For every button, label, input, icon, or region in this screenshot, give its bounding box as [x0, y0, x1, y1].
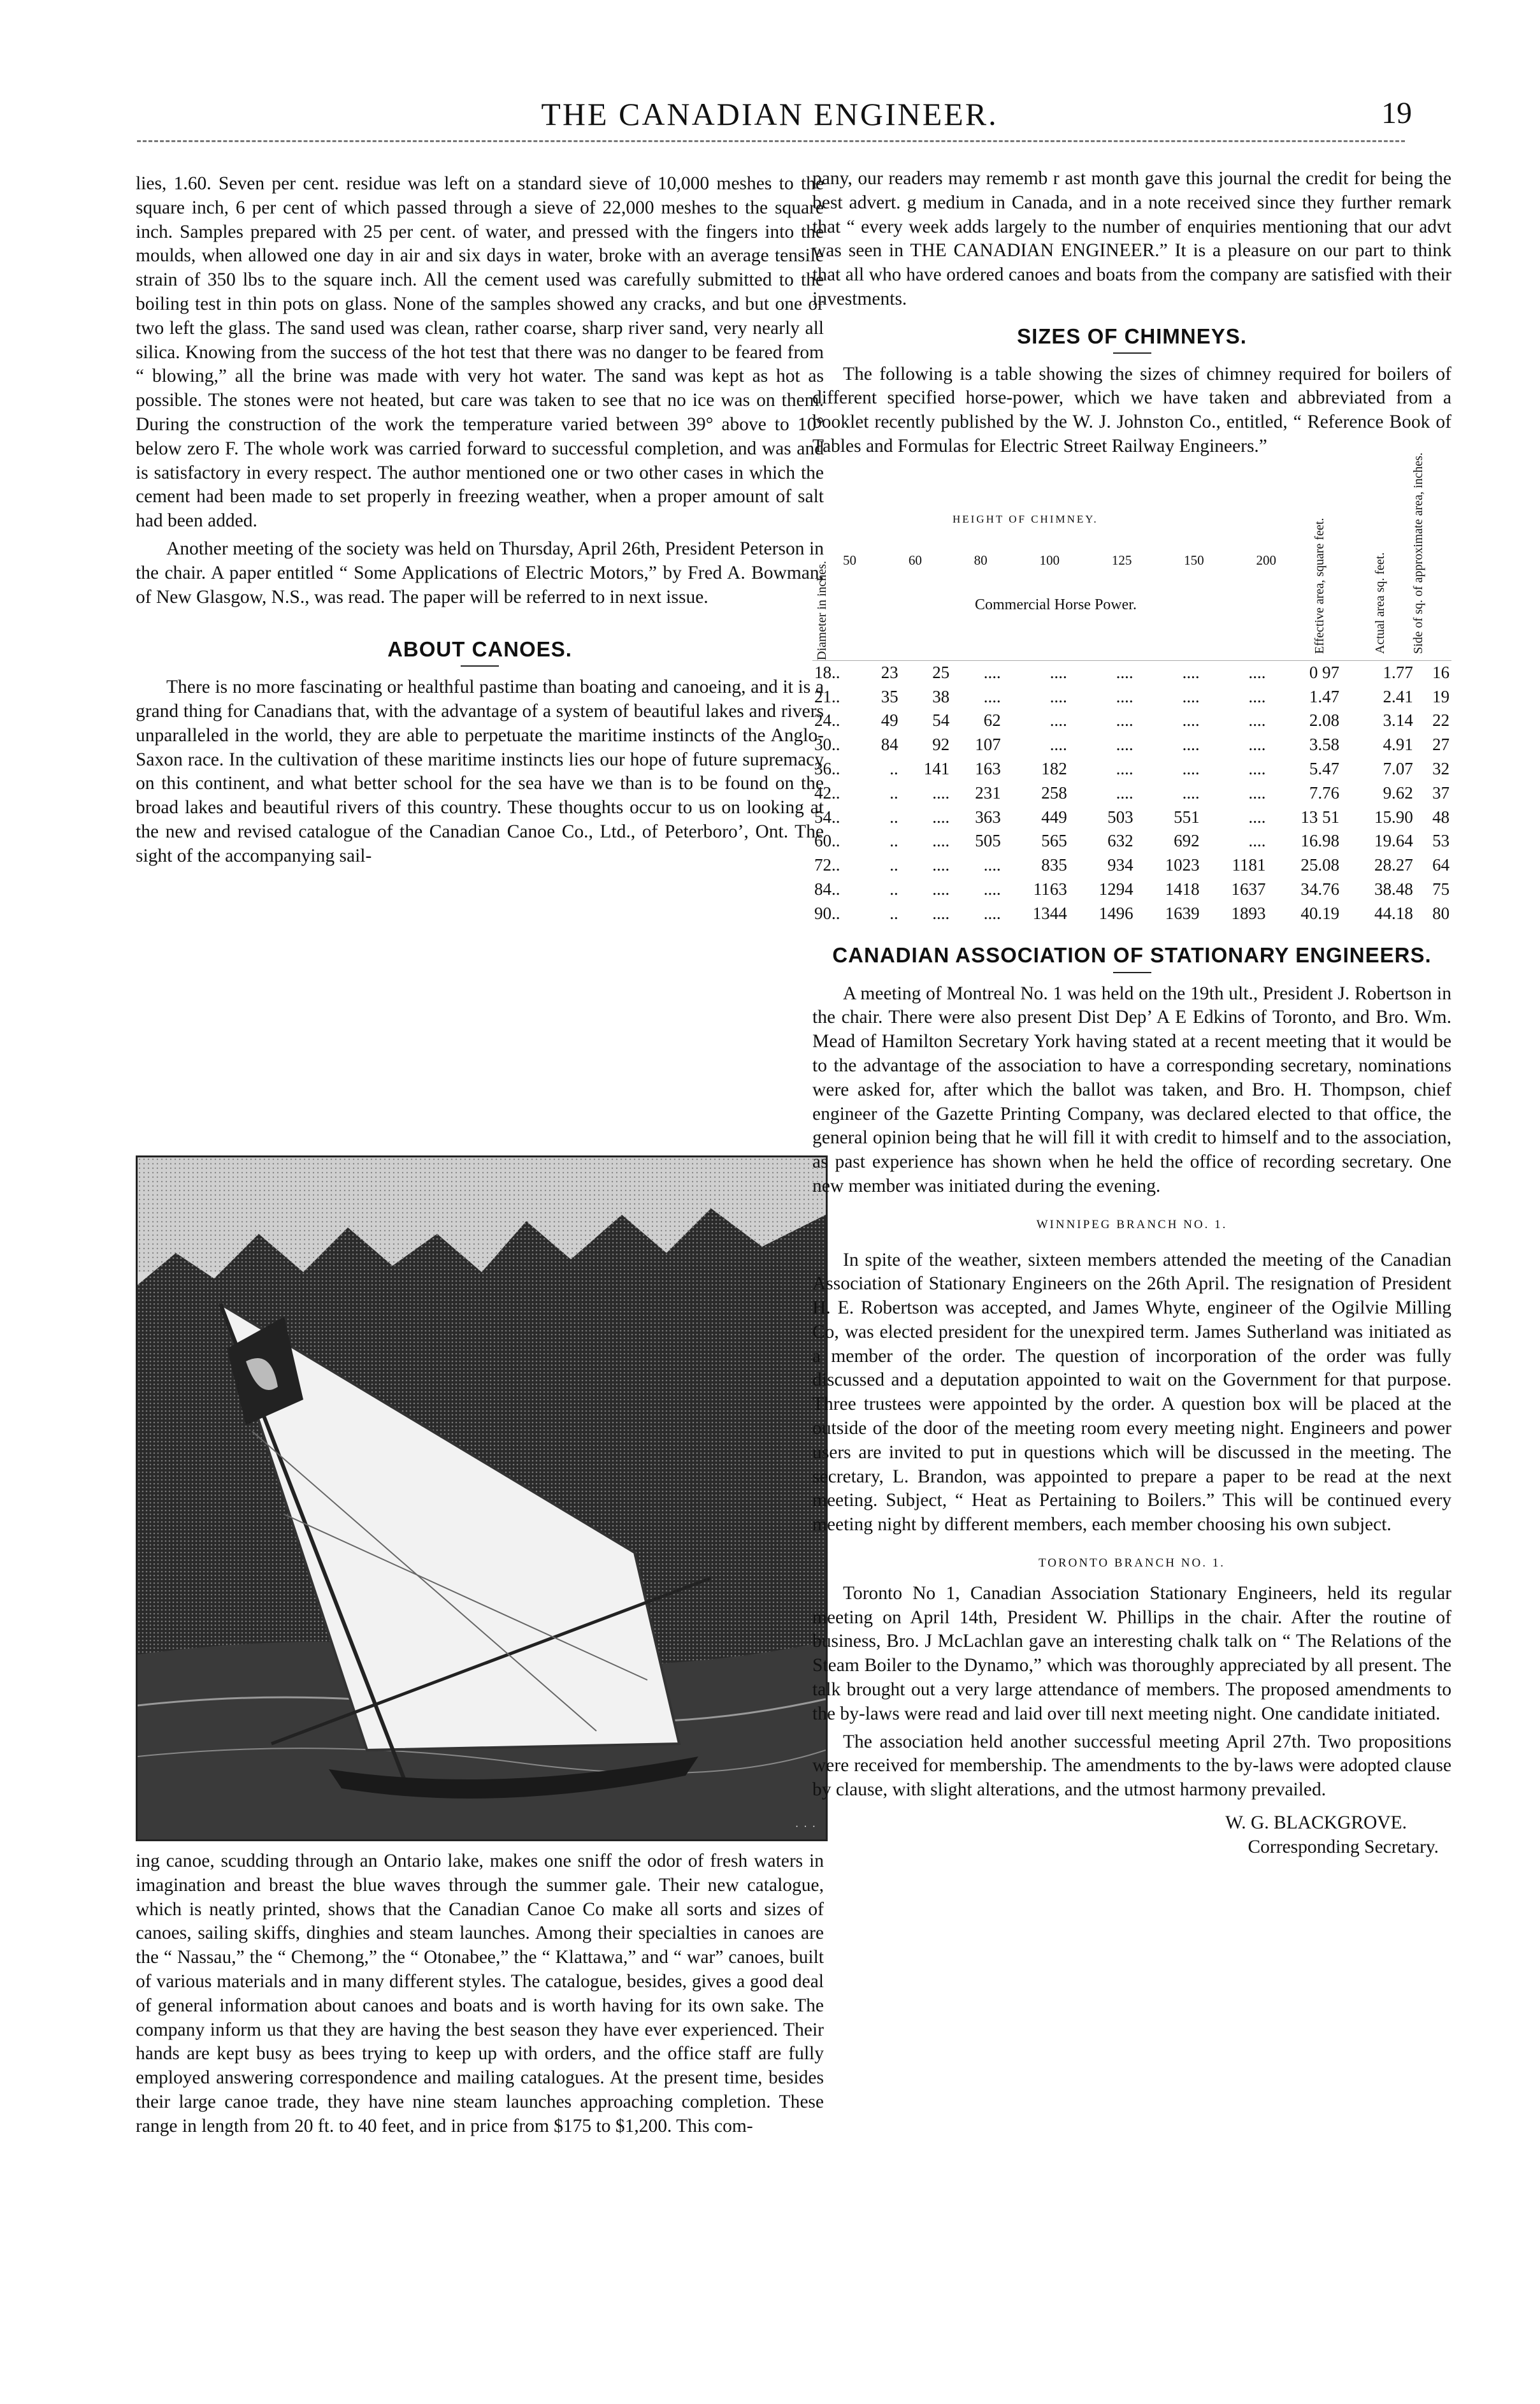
table-cell: ..: [889, 879, 898, 899]
table-cell: 5.47: [1309, 758, 1340, 778]
table-cell: ....: [1248, 807, 1266, 827]
table-cell: ....: [1248, 686, 1266, 706]
diameter-header: Diameter in inches.: [815, 560, 829, 660]
heading-rule: [461, 665, 499, 667]
table-cell: ....: [1116, 758, 1133, 778]
height-value: 50: [843, 552, 856, 568]
table-row: [812, 733, 1451, 757]
table-cell: ....: [932, 903, 950, 923]
table-cell: 692: [1174, 831, 1200, 851]
table-row: [812, 661, 1451, 685]
canoes-heading: ABOUT CANOES.: [387, 637, 572, 662]
table-cell: 7.07: [1383, 758, 1413, 778]
toronto-paragraph: Toronto No 1, Canadian Association Stationary Engineers, held its regular meeting on April 14th, President W. Phillips in the chair. After the routine of business, Bro. J McLachlan gave an interesting chalk talk on “ The Relations of the Steam Boiler to the Dynamo,” which was thoroughly appreciated by all present. The talk brought out a very large attendance of members. The proposed amendments to the by-laws were read and laid over till next meeting night. One candidate initiated.: [812, 1582, 1451, 1724]
table-cell: 72..: [814, 855, 840, 875]
table-cell: 80: [1432, 903, 1450, 923]
table-cell: ....: [932, 879, 950, 899]
toronto-heading: TORONTO BRANCH NO. 1.: [1039, 1556, 1225, 1570]
height-value: 125: [1111, 552, 1132, 568]
height-value: 60: [908, 552, 922, 568]
table-cell: 107: [975, 735, 1001, 755]
table-row: [812, 806, 1451, 830]
table-cell: 1023: [1165, 855, 1200, 875]
table-cell: 1893: [1231, 903, 1266, 923]
table-cell: 40.19: [1300, 903, 1340, 923]
table-cell: ....: [1248, 831, 1266, 851]
table-cell: 38.48: [1374, 879, 1413, 899]
table-cell: 54: [932, 711, 950, 730]
table-cell: ....: [983, 662, 1001, 682]
winnipeg-heading: WINNIPEG BRANCH NO. 1.: [1036, 1217, 1228, 1231]
table-cell: ..: [889, 855, 898, 875]
table-cell: ....: [1116, 783, 1133, 802]
table-cell: ....: [932, 855, 950, 875]
table-cell: 1639: [1165, 903, 1200, 923]
table-cell: 19.64: [1374, 831, 1413, 851]
table-cell: 3.14: [1383, 711, 1413, 730]
table-cell: 34.76: [1300, 879, 1340, 899]
table-cell: 565: [1041, 831, 1067, 851]
table-cell: 42..: [814, 783, 840, 802]
table-cell: 1344: [1032, 903, 1067, 923]
table-cell: 4.91: [1383, 735, 1413, 755]
table-cell: ....: [1116, 735, 1133, 755]
table-cell: ..: [889, 758, 898, 778]
table-cell: ....: [1182, 662, 1200, 682]
table-row: [812, 781, 1451, 806]
height-header: HEIGHT OF CHIMNEY.: [953, 512, 1098, 525]
journal-title: THE CANADIAN ENGINEER.: [541, 96, 998, 132]
sailing-canoe-illustration: [138, 1157, 826, 1839]
height-value: 150: [1184, 552, 1204, 568]
table-cell: ....: [1182, 711, 1200, 730]
table-cell: ....: [983, 686, 1001, 706]
table-cell: ....: [1248, 662, 1266, 682]
table-cell: 25.08: [1300, 855, 1340, 875]
table-cell: 551: [1174, 807, 1200, 827]
table-cell: 27: [1432, 735, 1450, 755]
table-cell: 934: [1107, 855, 1133, 875]
table-row: [812, 709, 1451, 733]
table-cell: ....: [1248, 783, 1266, 802]
table-cell: 1418: [1165, 879, 1200, 899]
chimneys-heading: SIZES OF CHIMNEYS.: [1017, 324, 1247, 348]
table-cell: ....: [1049, 711, 1067, 730]
table-cell: 182: [1041, 758, 1067, 778]
table-cell: ....: [1182, 758, 1200, 778]
page-number: 19: [1381, 96, 1412, 130]
table-cell: 32: [1432, 758, 1450, 778]
table-cell: ....: [1248, 758, 1266, 778]
right-column: [812, 167, 1451, 1860]
table-cell: 44.18: [1374, 903, 1413, 923]
table-cell: 2.41: [1383, 686, 1413, 706]
left-column-bottom: [136, 1850, 824, 2139]
table-cell: ....: [1182, 686, 1200, 706]
table-cell: 9.62: [1383, 783, 1413, 802]
table-cell: 64: [1432, 855, 1450, 875]
table-cell: 835: [1041, 855, 1067, 875]
table-row: [812, 853, 1451, 878]
montreal-paragraph: A meeting of Montreal No. 1 was held on the 19th ult., President J. Robertson in the chair. There were also present Dist Dep’ A E Edkins of Toronto, and Bro. Wm. Mead of Hamilton Secretary York having stated at a recent meeting that it would be to the advantage of the association to have a corresponding secretary, nominations were asked for, after which the ballot was taken, and Bro. H. Thompson, chief engineer of the Gazette Printing Company, was declared elected to that office, the general opinion being that he will fill it with credit to himself and to the association, as past experience has shown when he held the office of recording secretary. One new member was initiated during the evening.: [812, 983, 1451, 1196]
table-cell: 0 97: [1309, 662, 1340, 682]
table-cell: 1163: [1033, 879, 1067, 899]
table-cell: 1.77: [1383, 662, 1413, 682]
table-cell: ....: [1049, 735, 1067, 755]
table-cell: 37: [1432, 783, 1450, 802]
height-values: [843, 549, 1276, 573]
table-cell: 632: [1107, 831, 1133, 851]
effective-area-header: Effective area, square feet.: [1313, 518, 1327, 654]
table-cell: ....: [1116, 662, 1133, 682]
table-cell: 49: [881, 711, 898, 730]
table-cell: 1181: [1232, 855, 1266, 875]
table-row: [812, 902, 1451, 926]
table-row: [812, 757, 1451, 781]
table-cell: 449: [1041, 807, 1067, 827]
canoes-paragraph: There is no more fascinating or healthful pastime than boating and canoeing, and it is a grand thing for Canadians that, with the advantage of a system of beautiful lakes and rivers unparalleled in the world, they are able to perpetuate the maritime instincts of the Anglo-Saxon race. In the cultivation of these maritime instincts lies our hope of future supremacy on this continent, and what better school for the sea have we than is to be found on the broad lakes and beautiful rivers of this country. These thoughts occur to us on looking at the new and revised catalogue of the Canadian Canoe Co., Ltd., of Peterboro’, Ont. The sight of the accompanying sail-: [136, 677, 824, 866]
table-cell: 163: [975, 758, 1001, 778]
table-cell: ....: [1248, 711, 1266, 730]
table-cell: 53: [1432, 831, 1450, 851]
table-cell: ....: [1049, 662, 1067, 682]
table-cell: 24..: [814, 711, 840, 730]
table-cell: 48: [1432, 807, 1450, 827]
association-heading: CANADIAN ASSOCIATION OF STATIONARY ENGINEERS.: [832, 943, 1432, 967]
table-cell: 141: [923, 758, 950, 778]
table-cell: 1496: [1098, 903, 1133, 923]
table-cell: ..: [889, 783, 898, 802]
table-cell: 84: [881, 735, 898, 755]
table-cell: 75: [1432, 879, 1450, 899]
table-cell: 18..: [814, 662, 840, 682]
table-cell: 28.27: [1374, 855, 1413, 875]
table-cell: 62: [983, 711, 1001, 730]
table-cell: 54..: [814, 807, 840, 827]
side-square-header: Side of sq. of approximate area, inches.: [1411, 452, 1425, 654]
table-cell: ....: [932, 831, 950, 851]
table-cell: 23: [881, 662, 898, 682]
table-row: [812, 685, 1451, 709]
table-cell: 2.08: [1309, 711, 1340, 730]
table-cell: 90..: [814, 903, 840, 923]
table-cell: 92: [932, 735, 950, 755]
table-cell: ..: [889, 831, 898, 851]
winnipeg-paragraph: In spite of the weather, sixteen members attended the meeting of the Canadian Association of Stationary Engineers on the 26th April. The resignation of President H. E. Robertson was accepted, and James Whyte, engineer of the Ogilvie Milling Co, was elected president for the unexpired term. James Sutherland was initiated as a member of the order. The question of incorporation of the order was fully discussed and a deputation appointed to wait on the Government for that purpose. Three trustees were appointed by the order. A question box will be placed at the outside of the door of the meeting room every meeting night. Engineers and power users are invited to put in questions which will be discussed in the meeting. The secretary, L. Brandon, was appointed to prepare a paper to be read at the next meeting. Subject, “ Heat as Pertaining to Boilers.” This will be continued every meeting night by different members, each member choosing his own subject.: [812, 1249, 1451, 1535]
left-column-top: [136, 172, 824, 869]
table-cell: ....: [932, 783, 950, 802]
sailing-canoe-photo: [136, 1155, 828, 1841]
table-cell: 503: [1107, 807, 1133, 827]
table-cell: 36..: [814, 758, 840, 778]
table-cell: 7.76: [1309, 783, 1340, 802]
table-cell: ..: [889, 903, 898, 923]
table-cell: ....: [1248, 735, 1266, 755]
chimney-table-header: [812, 452, 1451, 661]
table-cell: 505: [975, 831, 1001, 851]
table-cell: 22: [1432, 711, 1450, 730]
table-cell: 30..: [814, 735, 840, 755]
power-header: Commercial Horse Power.: [975, 596, 1137, 613]
height-value: 200: [1256, 552, 1276, 568]
chimney-table-body: [812, 661, 1451, 926]
height-value: 100: [1039, 552, 1060, 568]
table-cell: ....: [932, 807, 950, 827]
association-paragraph: The association held another successful meeting April 27th. Two propositions were received for membership. The amendments to the by-laws were adopted clause by clause, with slight alterations, and the utmost harmony prevailed.: [812, 1731, 1451, 1800]
table-cell: 38: [932, 686, 950, 706]
page-header: [0, 96, 1540, 147]
table-cell: ....: [983, 879, 1001, 899]
table-cell: 3.58: [1309, 735, 1340, 755]
table-cell: ..: [889, 807, 898, 827]
table-cell: 25: [932, 662, 950, 682]
table-cell: 231: [975, 783, 1001, 802]
table-cell: 16.98: [1300, 831, 1340, 851]
signature-name: W. G. BLACKGROVE.: [1225, 1813, 1407, 1834]
table-cell: 13 51: [1300, 807, 1340, 827]
table-cell: 60..: [814, 831, 840, 851]
canoes-continued-paragraph: ing canoe, scudding through an Ontario lake, makes one sniff the odor of fresh waters in imagination and breast the blue waves through the summer gale. Their new catalogue, which is neatly printed, shows that the Canadian Canoe Co make all sorts and sizes of canoes, sailing skiffs, dinghies and steam launches. Among their specialties in canoes are the “ Nassau,” the “ Chemong,” the “ Otonabee,” the “ Klattawa,” and “ war” canoes, built of various materials and in many different styles. The catalogue, besides, gives a good deal of general information about canoes and boats and is worth having for its own sake. The company inform us that they are having the best season they have ever experienced. Their hands are kept busy as bees trying to keep up with orders, and the office staff are fully employed answering correspondence and mailing catalogues. At the present time, besides their large canoe trade, they have nine steam launches approaching completion. These range in length from 20 ft. to 40 feet, and in price from $175 to $1,200. This com-: [136, 1851, 824, 2136]
table-cell: 1637: [1231, 879, 1266, 899]
table-cell: ....: [1116, 686, 1133, 706]
table-cell: 15.90: [1374, 807, 1413, 827]
heading-rule: [1113, 352, 1151, 354]
chimney-table: [812, 452, 1451, 926]
header-rule: [137, 140, 1405, 142]
table-cell: 1294: [1098, 879, 1133, 899]
table-cell: ....: [1182, 735, 1200, 755]
signature-title: Corresponding Secretary.: [1248, 1836, 1439, 1857]
actual-area-header: Actual area sq. feet.: [1373, 552, 1387, 654]
canoes-end-paragraph: pany, our readers may rememb r ast month gave this journal the credit for being the best advert. g medium in Canada, and in a note received since they further remark that “ every week adds largely to the number of enquiries mentioning that our advt was seen in THE CANADIAN ENGINEER.” It is a pleasure on our part to think that all who have ordered canoes and boats from the company are satisfied with their investments.: [812, 168, 1451, 309]
engraver-credit: · · ·: [795, 1821, 817, 1832]
table-cell: 21..: [814, 686, 840, 706]
table-cell: 258: [1041, 783, 1067, 802]
chimneys-intro-paragraph: The following is a table showing the sizes of chimney required for boilers of different specified horse-power, which we have taken and abbreviated from a booklet recently published by the W. J. Johnston Co., entitled, “ Reference Book of Tables and Formulas for Electric Street Railway Engineers.”: [812, 363, 1451, 456]
table-cell: 16: [1432, 662, 1450, 682]
table-cell: 1.47: [1309, 686, 1340, 706]
table-cell: 363: [975, 807, 1001, 827]
table-cell: ....: [983, 855, 1001, 875]
table-cell: ....: [983, 903, 1001, 923]
cement-paragraph: lies, 1.60. Seven per cent. residue was left on a standard sieve of 10,000 meshes to the square inch, 6 per cent of which passed through a sieve of 22,000 meshes to the square inch. Samples prepared with 25 per cent. of water, and pressed with the fingers into the moulds, when allowed one day in air and six days in water, broke with an average tensile strain of 350 lbs to the square inch. All the cement used was carefully submitted to the boiling test in thin pots on glass. None of the samples showed any cracks, and but one or two left the glass. The sand used was clean, rather coarse, sharp river sand, very nearly all silica. Knowing from the success of the hot test that there was no danger to be feared from “ blowing,” all the brine was made with very hot water. The sand was kept as hot as possible. The stones were not heated, but care was taken to see that no ice was on them. During the construction of the work the temperature varied between 39° above to 10° below zero F. The whole work was carried forward to successful completion, and was and is satisfactory in every respect. The author mentioned one or two other cases in which the cement had been made to set properly in freezing weather, when a proper amount of salt had been added.: [136, 173, 824, 532]
table-row: [812, 829, 1451, 853]
table-row: [812, 878, 1451, 902]
table-cell: ....: [1049, 686, 1067, 706]
table-cell: 19: [1432, 686, 1450, 706]
table-cell: 84..: [814, 879, 840, 899]
table-cell: 35: [881, 686, 898, 706]
height-value: 80: [974, 552, 988, 568]
heading-rule: [1113, 972, 1151, 973]
table-cell: ....: [1116, 711, 1133, 730]
table-cell: ....: [1182, 783, 1200, 802]
society-paragraph: Another meeting of the society was held on Thursday, April 26th, President Peterson in the chair. A paper entitled “ Some Applications of Electric Motors,” by Fred A. Bowman, of New Glasgow, N.S., was read. The paper will be referred to in next issue.: [136, 538, 824, 607]
